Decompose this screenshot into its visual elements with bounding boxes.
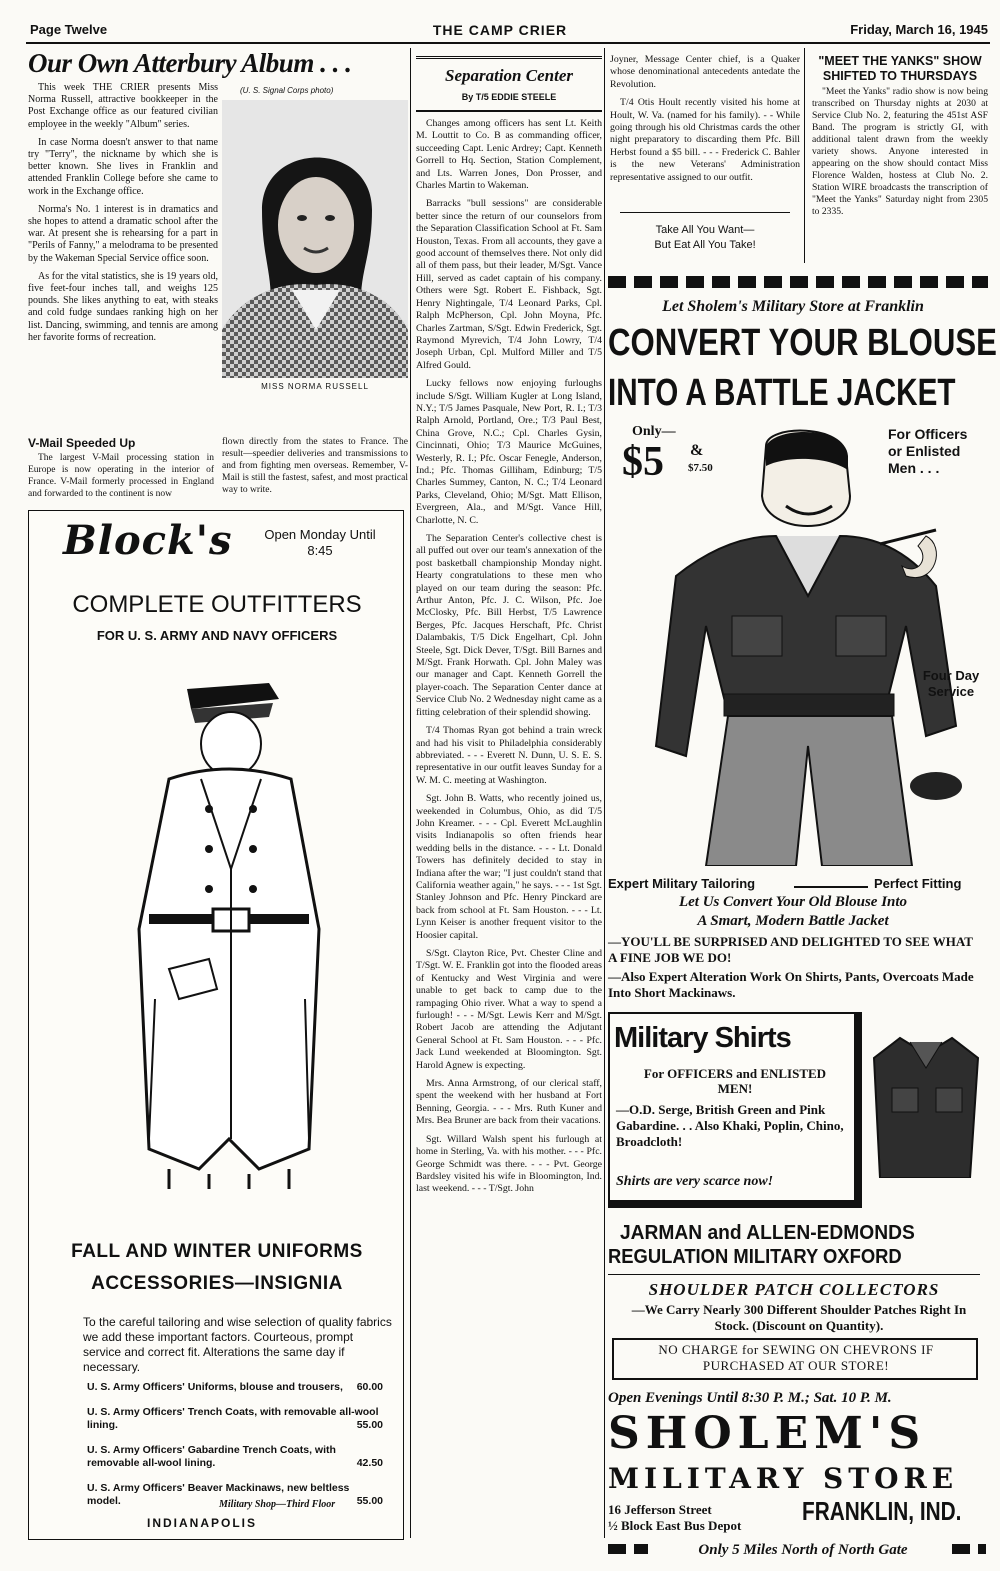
for-officers: For Officers or Enlisted Men . . . (888, 426, 968, 476)
patch-body: —We Carry Nearly 300 Different Shoulder Patches Right In Stock. (Discount on Quantity). (631, 1302, 967, 1333)
price-item (87, 1406, 383, 1432)
shirts-title: Military Shirts (614, 1022, 791, 1054)
blocks-logo: Block's (63, 517, 233, 564)
open-evenings: Open Evenings Until 8:30 P. M.; Sat. 10 P. M. (608, 1390, 892, 1406)
paragraph: Mrs. Anna Armstrong, of our clerical staff, spent the weekend with her husband at Fort Benning, Georgia. - - - Mrs. Ruth Kuner and Mrs. Bea Bruner are back from their vacations. (416, 1078, 602, 1127)
photo-caption: MISS NORMA RUSSELL (261, 382, 369, 391)
price-5: $5 (622, 439, 664, 485)
paragraph: Norma's No. 1 interest is in dramatics and she hopes to attend a dramatic school after the war. At present she is rehearsing for a part in "Perils of Fanny," a melodrama to be presented by the Wakeman Special Service office soon. (28, 203, 218, 264)
oxford-line1: JARMAN and ALLEN-EDMONDS (620, 1222, 915, 1244)
miles-north: Only 5 Miles North of North Gate (698, 1542, 908, 1558)
sholem-name: SHOLEM'S (608, 1408, 927, 1459)
paragraph: flown directly from the states to France. The result—speedier deliveries and transmissions to and from fighting men overseas. Remember, V-Mail is still the fastest, safest, and most practical way to write. (222, 437, 408, 495)
sholem-headline1: CONVERT YOUR BLOUSE (608, 322, 997, 364)
yanks-headline-line1: "MEET THE YANKS" SHOW (818, 54, 982, 68)
address-line2: ½ Block East Bus Depot (608, 1518, 742, 1533)
shirt-illustration (870, 1028, 984, 1178)
tailoring-dash (794, 886, 868, 888)
paragraph: Joyner, Message Center chief, is a Quaker whose denominational antecedents antedate the Revolution. (610, 54, 800, 90)
shirts-scarce: Shirts are very scarce now! (616, 1174, 774, 1189)
masthead-rule (26, 42, 990, 44)
album-article-text-left (28, 82, 218, 422)
shirts-fabrics: —O.D. Serge, British Green and Pink Gabardine. . . Also Khaki, Poplin, Chino, Broadcloth! (616, 1102, 844, 1149)
yanks-article-text (812, 86, 988, 224)
slogan-line2: But Eat All You Take! (654, 239, 756, 251)
address-line1: 16 Jefferson Street (608, 1502, 712, 1517)
blocks-price-list (87, 1381, 383, 1508)
blocks-blurb: To the careful tailoring and wise selection of quality fabrics we add these important factors. Courteous, prompt service and correct fit. Alterations the same day if necessary. (83, 1315, 392, 1374)
paragraph: Sgt. John B. Watts, who recently joined us, weekended in Columbus, Ohio, as did T/5 John Kreamer. - - - Cpl. Everett McLaughlin visits Indianapolis so often friends hear wedding bells in the distance. - - - Lt. Donald Towers has definitely decided to stay in Indiana after the war; "I just couldn't stand that California weather again," he says. - - - 1st Sgt. Stanley Johnson and Pfc. Henry Pinckard are back from school at Ft. Sam Houston. - - - Lt. Lynn Keiser is another frequent visitor to the Hoosier capital. (416, 793, 602, 941)
price-item (87, 1444, 383, 1470)
column-divider (604, 48, 605, 1538)
separation-title: Separation Center (445, 66, 573, 85)
album-headline: Our Own Atterbury Album . . . (28, 48, 352, 78)
blocks-uniforms-line2: ACCESSORIES—INSIGNIA (91, 1273, 343, 1294)
blocks-hours: Open Monday Until 8:45 (264, 527, 376, 558)
portrait-photo (222, 100, 408, 378)
ad-border-dashes-bottom (952, 1544, 986, 1554)
patch-rule (608, 1274, 980, 1275)
column-divider (410, 48, 411, 1538)
issue-date: Friday, March 16, 1945 (850, 22, 988, 37)
paragraph: Barracks "bull sessions" are considerable better since the return of our counselors from the Separation Classification School at Ft. Sam Houston, Texas. From all accounts, they gave a good account of themselves there. Not only did all of them pass, but their leader, M/Sgt. Vance Hill, served as cadet captain of his company. Others were Sgt. Robert E. Fishback, Sgt. Henry Nightingale, T/4 Leonard Parks, Cpl. Ralph McPherson, Cpl. John Moyna, Pfc. Charles Zartman, S/Sgt. Edwin Frederick, Sgt. Raymond Myrevich, T/4 John Lowry, T/4 Joseph Urban, Cpl. Mulford Miller and T/5 Alfred Gould. (416, 198, 602, 371)
item-name: U. S. Army Officers' Trench Coats, with removable all-wool lining. (87, 1406, 379, 1431)
paragraph: S/Sgt. Clayton Rice, Pvt. Chester Cline and T/Sgt. W. E. Franklin got into the flooded areas of Kentucky and West Virginia and were unable to get back to camp due to the rampaging Ohio river. What a way to spend a furlough! - - - M/Sgt. Lewis Kerr and M/Sgt. Robert Jacob are attending the Adjutant General School at Ft. Sam Houston. - - - Pfc. Jack Lund weekended at Bloomington. Sgt. Harold Agnew is expecting. (416, 948, 602, 1071)
four-day-service: Four Day Service (922, 668, 980, 699)
paragraph: The largest V-Mail processing station in Europe is now operating in the interior of France. V-Mail formerly processed in England and forwarded to the continent is now (28, 453, 214, 499)
paragraph: Changes among officers has sent Lt. Keith M. Louttit to Co. B as commanding officer, succeeding Capt. Lenic Ardrey; Capt. Kenneth Gorrell to Hq. Section, Station Complement, and Lts. Warren Jones, Don Prosser, and Charles Martin to Wakeman. (416, 118, 602, 192)
military-store: MILITARY STORE (608, 1462, 959, 1495)
paragraph: The Separation Center's collective chest is all puffed out over our team's annexation of the post basketball championship Monday night. Hearty congratulations to these men who played on our team during the season: Pfc. Arthur Anton, Pfc. J. C. Wilson, Pfc. Joe McClosky, Pfc. Bill Herbst, T/5 Lawrence Berges, Pfc. Jacques Herschaft, Pfc. Christ Dalambakis, T/5 Dick Engelhart, Cpl. John Steele, Sgt. Dick Dever, T/Sgt. Bill Barnes and M/Sgt. Frank Horwath. Cpl. John Maley was our manager and Capt. Kenneth Gorrell the player-coach. The Separation Center dance at Service Club No. 2 Wednesday night came as a fitting celebration of their splendid showing. (416, 533, 602, 718)
slogan-rule (620, 212, 790, 213)
alteration-text: —Also Expert Alteration Work On Shirts, Pants, Overcoats Made Into Short Mackinaws. (608, 969, 974, 1000)
blocks-advertisement[interactable] (28, 510, 404, 1540)
ad-border-dashes-bottom (608, 1544, 648, 1554)
item-name: U. S. Army Officers' Beaver Mackinaws, new beltless model. (87, 1482, 350, 1507)
patch-title: SHOULDER PATCH COLLECTORS (648, 1280, 940, 1299)
portrait-image (222, 100, 408, 378)
blocks-uniforms-line1: FALL AND WINTER UNIFORMS (71, 1241, 363, 1262)
sholem-headline2: INTO A BATTLE JACKET (608, 372, 956, 414)
sholem-advertisement[interactable] (608, 276, 997, 1558)
paragraph: "Meet the Yanks" radio show is now being transcribed on Thursday nights at 2030 at Service Club No. 2, featuring the 451st ASF Band. The program is strictly GI, with additional talent drawn from the weekly variety shows. Anyone interested in appearing on the show should contact Miss Florence Walden, hostess at Club No. 2. Station WIRE broadcasts the transcription of "Meet the Yanks" Saturday night from 2305 to 2335. (812, 86, 988, 217)
separation-byline: By T/5 EDDIE STEELE (461, 92, 557, 102)
blocks-city: INDIANAPOLIS (147, 1516, 258, 1530)
surprised-text: —YOU'LL BE SURPRISED AND DELIGHTED TO SEE WHAT A FINE JOB WE DO! (608, 934, 973, 965)
blocks-headline: COMPLETE OUTFITTERS (72, 591, 362, 618)
officer-trenchcoat-illustration (109, 669, 339, 1189)
vmail-headline: V-Mail Speeded Up (28, 436, 136, 450)
column-divider (804, 48, 805, 263)
sholem-tagline: Let Sholem's Military Store at Franklin (662, 298, 924, 315)
price-ampersand: & (690, 442, 704, 459)
paragraph: T/4 Thomas Ryan got behind a train wreck and had his visit to Philadelphia considerably abbreviated. - - - Everett N. Dunn, U. S. E. S. representative in our outfit leaves Sunday for a W. M. C. meeting at Washington. (416, 725, 602, 786)
tailoring-right: Perfect Fitting (874, 876, 962, 891)
item-price: 42.50 (356, 1457, 383, 1469)
soldier-battle-jacket-illustration (636, 426, 966, 866)
shirts-for: For OFFICERS and ENLISTED MEN! (643, 1066, 827, 1096)
price-only: Only— (632, 424, 676, 439)
separation-column-text (416, 118, 602, 1538)
paragraph: As for the vital statistics, she is 19 years old, five feet-four inches tall, and weighs 125 pounds. She likes anything to eat, with steaks and cold fudge sundaes ranking high on her list. Dancing, swimming, and tennis are among her favorite forms of recreation. (28, 270, 218, 343)
chevrons-text: NO CHARGE for SEWING ON CHEVRONS IF PURCHASED AT OUR STORE! (658, 1342, 934, 1373)
photo-credit: (U. S. Signal Corps photo) (240, 86, 334, 95)
newspaper-name: THE CAMP CRIER (432, 22, 568, 38)
ad-border-dashes-top (608, 276, 988, 288)
item-name: U. S. Army Officers' Gabardine Trench Coats, with removable all-wool lining. (87, 1444, 336, 1469)
price-7-50: $7.50 (688, 462, 713, 474)
yanks-headline-line2: SHIFTED TO THURSDAYS (822, 69, 978, 83)
item-name: U. S. Army Officers' Uniforms, blouse and trousers, (87, 1381, 343, 1393)
sholem-city: FRANKLIN, IND. (802, 1496, 962, 1526)
convert-line1: Let Us Convert Your Old Blouse Into (678, 894, 908, 910)
tailoring-left: Expert Military Tailoring (608, 876, 756, 891)
paragraph: Lucky fellows now enjoying furloughs include S/Sgt. William Kugler at Long Island, N.Y.; T/5 James Pasquale, New Port, R. I.; T/3 Ralph Arnold, Portland, Ore.; T/3 Paul Best, China Grove, N.C.; Cpl. Charles Gysin, Cincinnati, Ohio; T/3 Maurice McGuines, Westerly, R. I.; Pfc. Oscar Fenegle, Anderson, Ind.; Pfc. Thomas Gilliham, Edinburg; T/5 Charles Summey, Canton, N. C.; T/4 Leonard Parks, Cleveland, Ohio; M/Sgt. Matt Ellison, Evergreen, Ala., and M/Sgt. Vance Hill, Charlotte, N. C. (416, 378, 602, 526)
military-shirts-box (608, 1012, 862, 1208)
vmail-text-left (28, 452, 214, 506)
separation-continued-text (610, 54, 800, 190)
price-item (87, 1381, 383, 1394)
yanks-headline (810, 54, 990, 84)
item-price: 60.00 (356, 1381, 383, 1393)
blocks-subhead: FOR U. S. ARMY AND NAVY OFFICERS (96, 628, 338, 643)
slogan-line1: Take All You Want— (655, 224, 755, 236)
vmail-text-right (222, 436, 408, 502)
paragraph: This week THE CRIER presents Miss Norma Russell, attractive bookkeeper in the Post Exchange office as our featured civilian employee in the weekly "Album" series. (28, 82, 218, 130)
page-number: Page Twelve (30, 22, 108, 37)
oxford-line2: REGULATION MILITARY OXFORD (608, 1246, 902, 1268)
paragraph: In case Norma doesn't answer to that name try "Terry", the nickname by which she is better known. She lives in Franklin and attended Franklin College before she came to work in the Exchange office. (28, 136, 218, 197)
paragraph: Sgt. Willard Walsh spent his furlough at home in Sterling, Va. with his mother. - - - Pfc. George Schmidt was there. - - - Pvt. George Bardsley visited his wife in Bloomington, Ind. last weekend. - - - T/Sgt. John (416, 1133, 602, 1195)
paragraph: T/4 Otis Hoult recently visited his home at Hoult, W. Va. (named for his family). - - While going through his old Christmas cards the other night preparatory to discarding them Pfc. Bill Herbst found a $5 bill. - - - Frederick C. Bahler is the new Veterans' Administration representative assigned to our outfit. (610, 97, 800, 183)
blocks-shop-floor: Military Shop—Third Floor (219, 1499, 336, 1510)
convert-line2: A Smart, Modern Battle Jacket (697, 913, 889, 929)
item-price: 55.00 (356, 1495, 383, 1507)
item-price: 55.00 (356, 1419, 383, 1431)
